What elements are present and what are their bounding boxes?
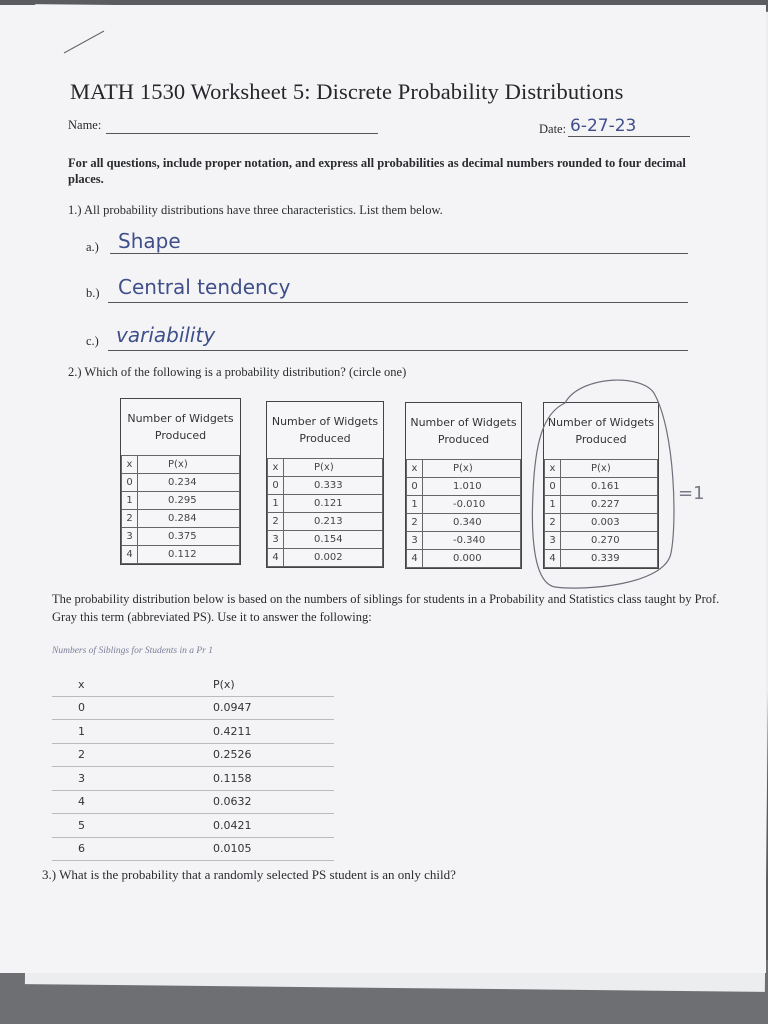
cell-x: 2 xyxy=(122,510,138,528)
cell-x: 3 xyxy=(545,532,561,550)
date-field[interactable] xyxy=(568,136,690,137)
answer-a-line[interactable] xyxy=(110,253,688,254)
col-x: x xyxy=(122,456,138,474)
table-row xyxy=(52,696,334,720)
widget-table-1[interactable] xyxy=(120,398,241,565)
cell-p: 0.003 xyxy=(561,514,658,532)
answer-circle xyxy=(525,373,681,595)
siblings-table-title: Numbers of Siblings for Students in a Pr 1 xyxy=(52,646,213,656)
siblings-table xyxy=(52,673,334,861)
siblings-intro: The probability distribution below is based on the numbers of siblings for students in a Probability and Statistics class taught by Prof. Gray this term (abbreviated PS). Use it to answer the following: xyxy=(52,592,720,624)
table-row xyxy=(52,743,334,767)
cell-x: 4 xyxy=(407,550,423,568)
date-value: 6-27-23 xyxy=(570,116,637,136)
question-1: 1.) All probability distributions have three characteristics. List them below. xyxy=(68,203,443,217)
instructions: For all questions, include proper notation, and express all probabilities as decimal numbers rounded to four decimal places. xyxy=(68,156,686,186)
name-field[interactable] xyxy=(106,133,378,134)
col-p: P(x) xyxy=(138,456,240,474)
page-title: MATH 1530 Worksheet 5: Discrete Probability Distributions xyxy=(70,79,624,104)
cell-x: 3 xyxy=(407,532,423,550)
cell-x: 6 xyxy=(52,837,183,861)
table-body xyxy=(406,459,521,568)
widget-table-2[interactable] xyxy=(266,401,384,568)
sum-annotation: =1 xyxy=(678,483,705,504)
col-p: P(x) xyxy=(561,460,658,478)
cell-x: 4 xyxy=(122,546,138,564)
answer-c-value: variability xyxy=(116,323,216,347)
answer-a-label: a.) xyxy=(86,240,99,254)
col-p: P(x) xyxy=(284,459,383,477)
widget-table-3[interactable] xyxy=(405,402,522,569)
table-row xyxy=(52,673,334,696)
cell-x: 1 xyxy=(268,495,284,513)
cell-p: 0.4211 xyxy=(183,720,334,744)
cell-p: 0.112 xyxy=(138,546,240,564)
worksheet-page xyxy=(0,5,766,973)
cell-x: 3 xyxy=(268,531,284,549)
col-x: x xyxy=(268,459,284,477)
cell-p: 0.161 xyxy=(561,478,658,496)
col-x: x xyxy=(545,460,561,478)
cell-x: 3 xyxy=(122,528,138,546)
cell-x: 0 xyxy=(122,474,138,492)
date-label: Date: xyxy=(539,122,567,136)
col-p: P(x) xyxy=(183,673,334,696)
cell-p: -0.340 xyxy=(423,532,521,550)
table-body xyxy=(267,458,383,567)
question-2: 2.) Which of the following is a probability distribution? (circle one) xyxy=(68,365,407,379)
col-x: x xyxy=(52,673,183,696)
pen-mark xyxy=(60,27,110,57)
table-body xyxy=(121,455,240,564)
cell-p: 0.213 xyxy=(284,513,383,531)
answer-b-line[interactable] xyxy=(108,302,688,303)
cell-p: 0.375 xyxy=(138,528,240,546)
cell-p: 0.227 xyxy=(561,496,658,514)
cell-x: 4 xyxy=(268,549,284,567)
cell-p: 0.284 xyxy=(138,510,240,528)
cell-p: 0.1158 xyxy=(183,767,334,791)
cell-p: 0.234 xyxy=(138,474,240,492)
table-header: Number of Widgets Produced xyxy=(271,415,379,445)
table-row xyxy=(52,837,334,861)
cell-p: 0.0421 xyxy=(183,814,334,838)
cell-p: 0.121 xyxy=(284,495,383,513)
answer-c-label: c.) xyxy=(86,334,99,348)
cell-x: 1 xyxy=(407,496,423,514)
cell-p: 0.154 xyxy=(284,531,383,549)
cell-p: -0.010 xyxy=(423,496,521,514)
cell-p: 0.0632 xyxy=(183,790,334,814)
cell-x: 1 xyxy=(122,492,138,510)
answer-a-value: Shape xyxy=(118,229,181,253)
cell-x: 0 xyxy=(545,478,561,496)
cell-x: 4 xyxy=(52,790,183,814)
cell-x: 2 xyxy=(52,743,183,767)
cell-p: 0.2526 xyxy=(183,743,334,767)
cell-x: 1 xyxy=(545,496,561,514)
cell-x: 2 xyxy=(545,514,561,532)
cell-p: 0.333 xyxy=(284,477,383,495)
cell-x: 0 xyxy=(407,478,423,496)
table-row xyxy=(52,767,334,791)
cell-p: 0.000 xyxy=(423,550,521,568)
cell-p: 1.010 xyxy=(423,478,521,496)
cell-p: 0.0947 xyxy=(183,696,334,720)
table-row xyxy=(52,790,334,814)
col-p: P(x) xyxy=(423,460,521,478)
cell-x: 0 xyxy=(52,696,183,720)
cell-x: 5 xyxy=(52,814,183,838)
cell-p: 0.339 xyxy=(561,550,658,568)
cell-p: 0.002 xyxy=(284,549,383,567)
cell-p: 0.0105 xyxy=(183,837,334,861)
table-row xyxy=(52,720,334,744)
cell-x: 1 xyxy=(52,720,183,744)
cell-p: 0.295 xyxy=(138,492,240,510)
col-x: x xyxy=(407,460,423,478)
table-row xyxy=(52,814,334,838)
cell-x: 0 xyxy=(268,477,284,495)
cell-x: 4 xyxy=(545,550,561,568)
table-header: Number of Widgets Produced xyxy=(127,412,234,442)
table-header: Number of Widgets Produced xyxy=(547,416,655,446)
cell-x: 2 xyxy=(268,513,284,531)
question-3: 3.) What is the probability that a randomly selected PS student is an only child? xyxy=(42,867,456,882)
cell-p: 0.270 xyxy=(561,532,658,550)
answer-b-value: Central tendency xyxy=(118,275,291,299)
cell-x: 2 xyxy=(407,514,423,532)
answer-c-line[interactable] xyxy=(108,350,688,351)
table-header: Number of Widgets Produced xyxy=(410,416,517,446)
cell-p: 0.340 xyxy=(423,514,521,532)
answer-b-label: b.) xyxy=(86,286,100,300)
cell-x: 3 xyxy=(52,767,183,791)
name-label: Name: xyxy=(68,118,102,132)
